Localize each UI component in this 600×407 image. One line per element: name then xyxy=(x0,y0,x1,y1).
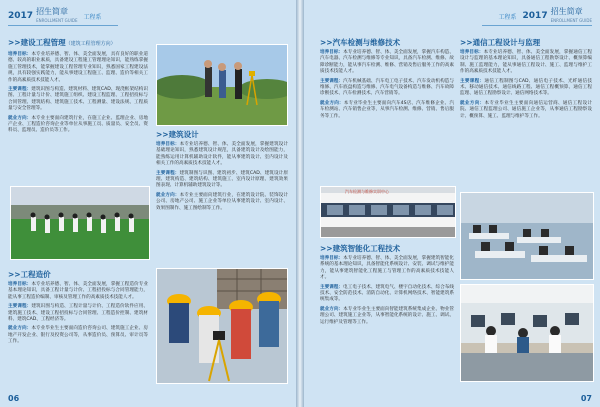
program-paragraph: 就业方向：本专业毕业生主要面向造价咨询公司、建筑施工企业、房地产开发企业、银行及投资公司等，从事造价员、预算员、审计员等工作。 xyxy=(8,326,148,345)
program-paragraph: 培养目标：本专业培养德、智、体、美全面发展，具有良好的职业道德、较高的职业素质，具备建设工程施工管理理论知识，能熟练掌握施工管理技术，能掌握建设工程管理专业知识，熟悉国家工程建设法规，具有较强实践能力，能从事建设工程施工、监理、造价等相关工作的高素质技术技能人才。 xyxy=(8,52,148,83)
program-title: >>建筑设计 xyxy=(156,130,199,139)
book-spine xyxy=(296,0,304,407)
photo-auto-training-center xyxy=(320,186,456,238)
photo-survey-students xyxy=(156,44,288,126)
program-telecom-design xyxy=(460,38,592,123)
brand-sub: ENROLLMENT GUIDE xyxy=(36,18,78,23)
header-rule xyxy=(482,25,592,26)
header-year: 2017 xyxy=(522,11,548,21)
photo-students-working xyxy=(460,284,594,382)
header-section: 工程系 xyxy=(498,13,517,21)
program-auto-repair xyxy=(320,38,454,123)
program-paragraph: 培养目标：本专业培养德、智、体、美全面发展，掌握通信工程设计与监理的基本理论知识，具备通信工程勘察设计、概预算编制、施工监理能力，能从事通信工程设计、施工、监理与维护工作的高素质技术技能人才。 xyxy=(460,50,592,75)
program-paragraph: 就业方向：本专业主要面向建筑行业，在建筑设计院、装饰设计公司、房地产公司、施工企业等单位从事建筑设计、室内设计、效果图制作、施工图绘制等工作。 xyxy=(156,192,288,211)
program-paragraph: 主要课程：汽车机械基础、汽车电工电子技术、汽车发动机构造与维修、汽车底盘构造与维修、汽车电气设备构造与维修、汽车故障诊断技术、汽车检测技术、汽车营销等。 xyxy=(320,78,454,97)
header-brand xyxy=(36,7,77,25)
photo-hardhat-workers xyxy=(156,268,288,384)
program-paragraph: 就业方向：本专业主要面向建筑行业，在施工企业、监理企业、房地产企业、工程造价咨询企业等单位从事施工员、质量员、安全员、资料员、监理员、造价员等工作。 xyxy=(8,115,148,134)
left-page xyxy=(0,0,296,407)
photo-computer-lab xyxy=(460,192,594,280)
program-paragraph: 就业方向：本专业毕业生主要面向通信运营商、通信工程设计院、通信工程监理公司、通信施工企业等，从事通信工程勘察设计、概预算、施工、监理与维护等工作。 xyxy=(460,100,592,119)
program-title: >>建筑智能化工程技术 xyxy=(320,244,401,253)
program-paragraph: 主要课程：电工电子技术、建筑电气、楼宇自动化技术、综合布线技术、安全防范技术、消防自动化、计算机网络技术、智能建筑系统集成等。 xyxy=(320,284,454,303)
page-header xyxy=(8,6,107,26)
program-architectural-design xyxy=(156,130,288,215)
program-paragraph: 主要课程：建筑制图与识图、建筑初步、建筑CAD、建筑设计原理、建筑构造、建筑结构、建筑施工、室内设计原理、建筑效果图表现、计算机辅助建筑设计等。 xyxy=(156,170,288,189)
program-paragraph: 培养目标：本专业培养德、智、体、美全面发展，掌握建筑智能化系统的基本理论知识，具备智能化系统设计、安装、调试与维护能力，能从事建筑智能化工程施工与管理工作的高素质技术技能人才。 xyxy=(320,256,454,281)
page-number: 07 xyxy=(580,394,592,403)
banner-text: 汽车检测与维修实训中心 xyxy=(345,189,389,194)
program-title: >>工程造价 xyxy=(8,270,51,279)
program-paragraph: 主要课程：建筑识图与构造、工程计量与计价、工程造价软件应用、建筑施工技术、建设工程招投标与合同管理、工程造价控制、建筑材料、建筑CAD、工程经济等。 xyxy=(8,304,148,323)
program-construction-management xyxy=(8,38,148,138)
program-paragraph: 培养目标：本专业培养德、智、体、美全面发展，掌握建筑设计基础理论知识，熟悉建筑设计规范，具备建筑设计及绘图能力，能熟练运用计算机辅助设计软件，能从事建筑设计、室内设计及相关工作的高素质技术技能人才。 xyxy=(156,142,288,167)
brand-name: 招生简章 xyxy=(550,7,583,16)
program-paragraph: 培养目标：本专业培养德、智、体、美全面发展，掌握工程造价专业基本理论知识，具备工程计量与计价、工程招投标与合同管理能力，能从事工程造价编制、审核及管理工作的高素质技术技能人才。 xyxy=(8,282,148,300)
program-title: >>汽车检测与维修技术 xyxy=(320,38,401,47)
header-brand xyxy=(551,7,592,25)
brand-sub: ENROLLMENT GUIDE xyxy=(550,18,592,23)
page-header xyxy=(493,6,592,26)
program-paragraph: 就业方向：本专业毕业生主要面向汽车4S店、汽车维修企业、汽车检测站、汽车销售企业等，从事汽车检测、维修、营销、售后服务等工作。 xyxy=(320,100,454,119)
brand-name: 招生简章 xyxy=(36,7,69,16)
program-engineering-cost xyxy=(8,270,148,349)
program-paragraph: 培养目标：本专业培养德、智、体、美全面发展，掌握汽车构造、汽车电器、汽车检测与维修等专业知识，具备汽车检测、维修、故障诊断能力，能从事汽车检测、维修、营销及售后服务工作的高素质技术技能人才。 xyxy=(320,50,454,75)
program-paragraph: 就业方向：本专业毕业生主要面向智能建筑系统集成企业、物业管理公司、建筑施工企业等，从事智能化系统的设计、施工、调试、运行维护及管理等工作。 xyxy=(320,306,454,325)
program-paragraph: 主要课程：通信工程制图与CAD、通信电子技术、光纤通信技术、移动通信技术、通信线路工程、通信工程概预算、通信工程监理、通信工程勘察设计、通信网络技术等。 xyxy=(460,78,592,97)
right-page xyxy=(304,0,600,407)
header-year: 2017 xyxy=(8,11,34,21)
program-title: >>建设工程管理（建筑工程管理方向） xyxy=(8,38,116,47)
program-title: >>通信工程设计与监理 xyxy=(460,38,541,47)
program-paragraph: 主要课程：建筑识图与构造、建筑材料、建筑CAD、现浇框架结构识图、工程计量与计价、建筑施工组织、建设工程监理、工程招投标与合同管理、建筑结构、建筑施工技术、工程测量、建设法规、工程质量与安全管理等。 xyxy=(8,87,148,112)
photo-students-field xyxy=(10,186,150,260)
program-building-intelligence xyxy=(320,244,454,329)
page-number: 06 xyxy=(8,394,20,403)
header-section: 工程系 xyxy=(83,13,102,21)
header-rule xyxy=(8,25,118,26)
